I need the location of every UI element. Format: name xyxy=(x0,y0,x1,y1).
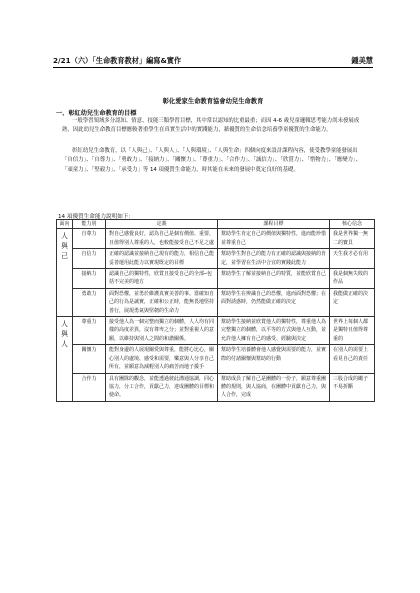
ability-name: 勇敢力 xyxy=(73,288,106,316)
table-row xyxy=(57,288,375,316)
ability-goal: 幫助學生肯定自己的價值與獨特性，進而能珍惜並尊重自己 xyxy=(218,229,330,249)
ability-name: 自尊力 xyxy=(73,229,106,249)
document-title: 彰化愛家生命教育協會幼兒生命教育 xyxy=(162,98,264,105)
table-header-row xyxy=(57,220,375,229)
ability-goal: 幫助學生培養體會他人感覺與需要的能力，並實際的付諸關懷與幫助的行動 xyxy=(218,345,330,373)
ability-goal: 幫助學生了解並接納自己的特質，並能欣賞自己 xyxy=(218,269,330,289)
table-row xyxy=(57,317,375,345)
ability-definition: 對自己感覺良好，認為自己是個有價值、重要、且值得別人尊重的人，也較能接受自己不足之處 xyxy=(106,229,218,249)
header-goal: 課程目標 xyxy=(218,220,330,229)
header-ability: 能力別 xyxy=(73,220,106,229)
ability-belief: 世界上每個人都是獨特且值得尊重的 xyxy=(330,317,375,345)
header-course: 2/21（六）「生命教育教材」編寫&實作 xyxy=(53,56,182,65)
ability-goal: 幫助學生接納並欣賞他人的獨特性，尊重他人為完整獨立的個體，以平等的方式與他人互動，並允許他人擁有自己的感受、經驗與決定 xyxy=(218,317,330,345)
ability-definition: 正確的認識並接納自己現有的能力，相信自己能妥善運用此能力以實現既定的目標 xyxy=(106,249,218,269)
ability-belief: 我是個無失敗的作品 xyxy=(330,269,375,289)
ability-goal: 幫助學生對自己的能力有正確的認識與接納的肯定，並學習在生活中合宜的實踐此能力 xyxy=(218,249,330,269)
header-author: 鍾美慧 xyxy=(351,56,373,65)
ability-belief: 天生我才必有用 xyxy=(330,249,375,269)
paragraph-1: 一般學習領域多分認知、情意、技能三類學習目標，其中常以認知的比重最重；而因 4-6 歲兒童邏輯思考能力尚未發展成熟，因此幼兒生命教育目標應較著重學生在真實生活中的實踐能力，藉優質的生命信念培養學童優質的生命能力。 xyxy=(62,118,360,134)
ability-belief: 在別人的需要上看見自己的責任 xyxy=(330,345,375,373)
ability-belief: 三股合成的繩子不易折斷 xyxy=(330,373,375,401)
ability-definition: 具有團隊的觀念，並能透過彼此溝通協調，同心協力，分工合作，貢獻己力，達成團體的目標和使命。 xyxy=(106,373,218,401)
ability-name: 自信力 xyxy=(73,249,106,269)
header-rule xyxy=(53,67,373,68)
ability-name: 關懷力 xyxy=(73,345,106,373)
ability-name: 尊重力 xyxy=(73,317,106,345)
table-row xyxy=(57,373,375,401)
ability-definition: 認識自己的獨特性，欣賞且接受自己的全部─包括不完美的地方 xyxy=(106,269,218,289)
ability-belief: 我能做正確的決定 xyxy=(330,288,375,316)
ability-belief: 我是世界獨一無二的寶貝 xyxy=(330,229,375,249)
table-row xyxy=(57,345,375,373)
ability-goal: 幫助成員了解自己是團體的一份子，願意尊重團體的規則，與人協商，在團體中貢獻自己力，與人合作，完成 xyxy=(218,373,330,401)
category-others: 人與人 xyxy=(57,317,73,402)
ability-definition: 能對身邊的人展現關愛與尊重，能將心比心，關心別人的處境、感受和需要，樂意與人分享自己所有，並願意為減輕別人的痛苦而地子援手 xyxy=(106,345,218,373)
table-row xyxy=(57,269,375,289)
ability-definition: 接受他人為一個完整而獨立的個體，人人均有同樣的高度差異，沒有尊卑之分；並對重視人的意願，以維持與別人之間的和諧關係。 xyxy=(106,317,218,345)
header-definition: 定義 xyxy=(106,220,218,229)
ability-table xyxy=(56,219,375,402)
table-caption: 14 項優質生命能力說明如下： xyxy=(58,214,135,220)
ability-definition: 面對恐懼，並勇於維護真實美善的事。當確知自己的行為是誠實，正確和公正時，能無畏地堅持善行，展現勇氣與堅韌的生命力 xyxy=(106,288,218,316)
table-row xyxy=(57,229,375,249)
header-belief: 核心信念 xyxy=(330,220,375,229)
ability-goal: 幫助學生在辨識自己的恐懼，進而面對恐懼；在面對誘惑時，仍然能做正確的決定 xyxy=(218,288,330,316)
table-row xyxy=(57,249,375,269)
section-heading: 一、彰紅幼兒生命教育的目標 xyxy=(56,110,137,117)
category-self: 人與己 xyxy=(57,229,73,317)
ability-name: 合作力 xyxy=(73,373,106,401)
header-dimension: 面向 xyxy=(57,220,73,229)
paragraph-2: 彰紅幼兒生命教育，以「人與己」、「人與人」、「人與環境」、「人與生命」四個向度來設計課程內容，使受教學童能發展出「自信力」、「自尊力」、「勇敢力」、「接納力」、「關懷力」、「尊重力」、「合作力」、「誠信力」、「欣賞力」、「惜物力」、「應變力」、「頑童力」、「堅毅力」、「承受力」等 14 項優質生命能力，時其能在未來的發展中奠定良好的基礎。 xyxy=(62,148,362,173)
ability-name: 接納力 xyxy=(73,269,106,289)
